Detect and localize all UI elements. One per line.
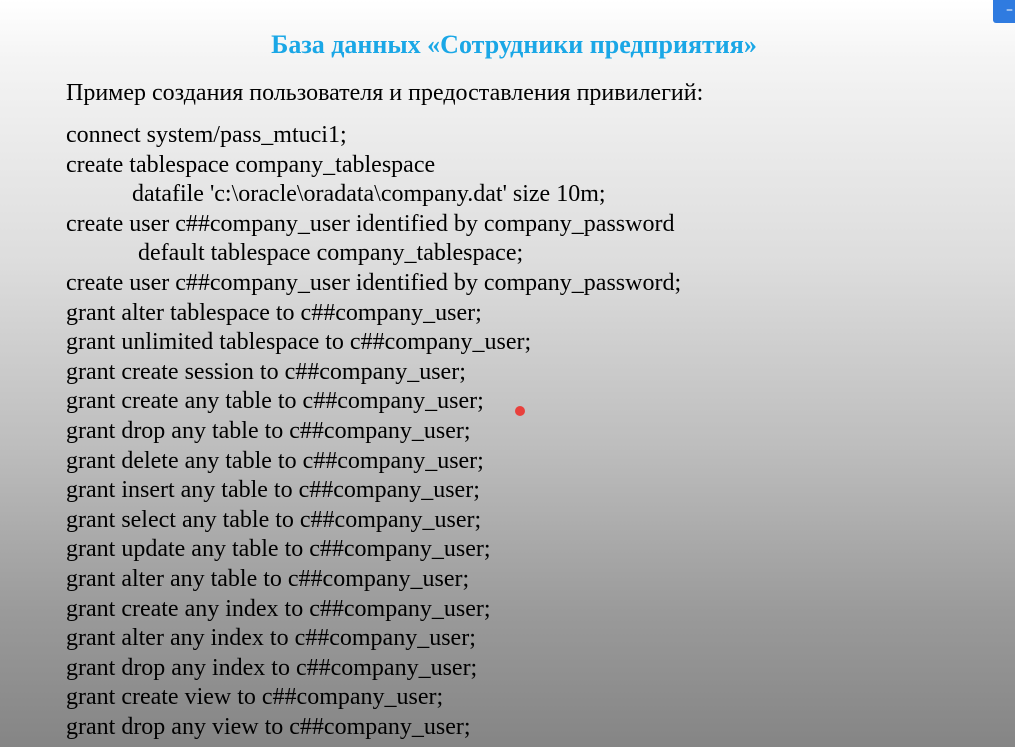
- code-line: connect system/pass_mtuci1;: [66, 122, 347, 148]
- code-line: create user c##company_user identified by company_password;: [66, 269, 682, 296]
- slide-title: База данных «Сотрудники предприятия»: [271, 30, 757, 59]
- minimize-button[interactable]: [993, 0, 1015, 23]
- code-line: grant update any table to c##company_user;: [66, 536, 491, 563]
- code-line: datafile 'c:\oracle\oradata\company.dat' size 10m;: [132, 181, 606, 208]
- code-line: create tablespace company_tablespace: [66, 151, 436, 178]
- code-line: grant create any index to c##company_user;: [66, 595, 491, 622]
- code-line: grant delete any table to c##company_user;: [66, 447, 484, 474]
- code-line: grant create view to c##company_user;: [66, 684, 444, 711]
- code-line: default tablespace company_tablespace;: [138, 240, 524, 267]
- code-line: create user c##company_user identified by company_password: [66, 210, 675, 237]
- code-line: grant drop any index to c##company_user;: [66, 654, 478, 681]
- code-line: grant create any table to c##company_user;: [66, 388, 484, 415]
- minimize-icon: –: [1006, 2, 1013, 18]
- code-line: grant drop any view to c##company_user;: [66, 713, 471, 740]
- laser-pointer-dot: [515, 406, 525, 416]
- code-line: grant unlimited tablespace to c##company_user;: [66, 329, 532, 356]
- code-line: grant alter any table to c##company_user;: [66, 565, 470, 592]
- code-line: grant create session to c##company_user;: [66, 358, 466, 385]
- code-line: grant alter any index to c##company_user;: [66, 625, 476, 652]
- slide-subtitle: Пример создания пользователя и предоставления привилегий:: [66, 80, 704, 106]
- code-line: grant insert any table to c##company_user;: [66, 477, 480, 504]
- code-line: grant select any table to c##company_user;: [66, 506, 482, 533]
- code-line: grant alter tablespace to c##company_user;: [66, 299, 482, 326]
- code-block: [66, 121, 681, 742]
- code-line: grant drop any table to c##company_user;: [66, 417, 471, 444]
